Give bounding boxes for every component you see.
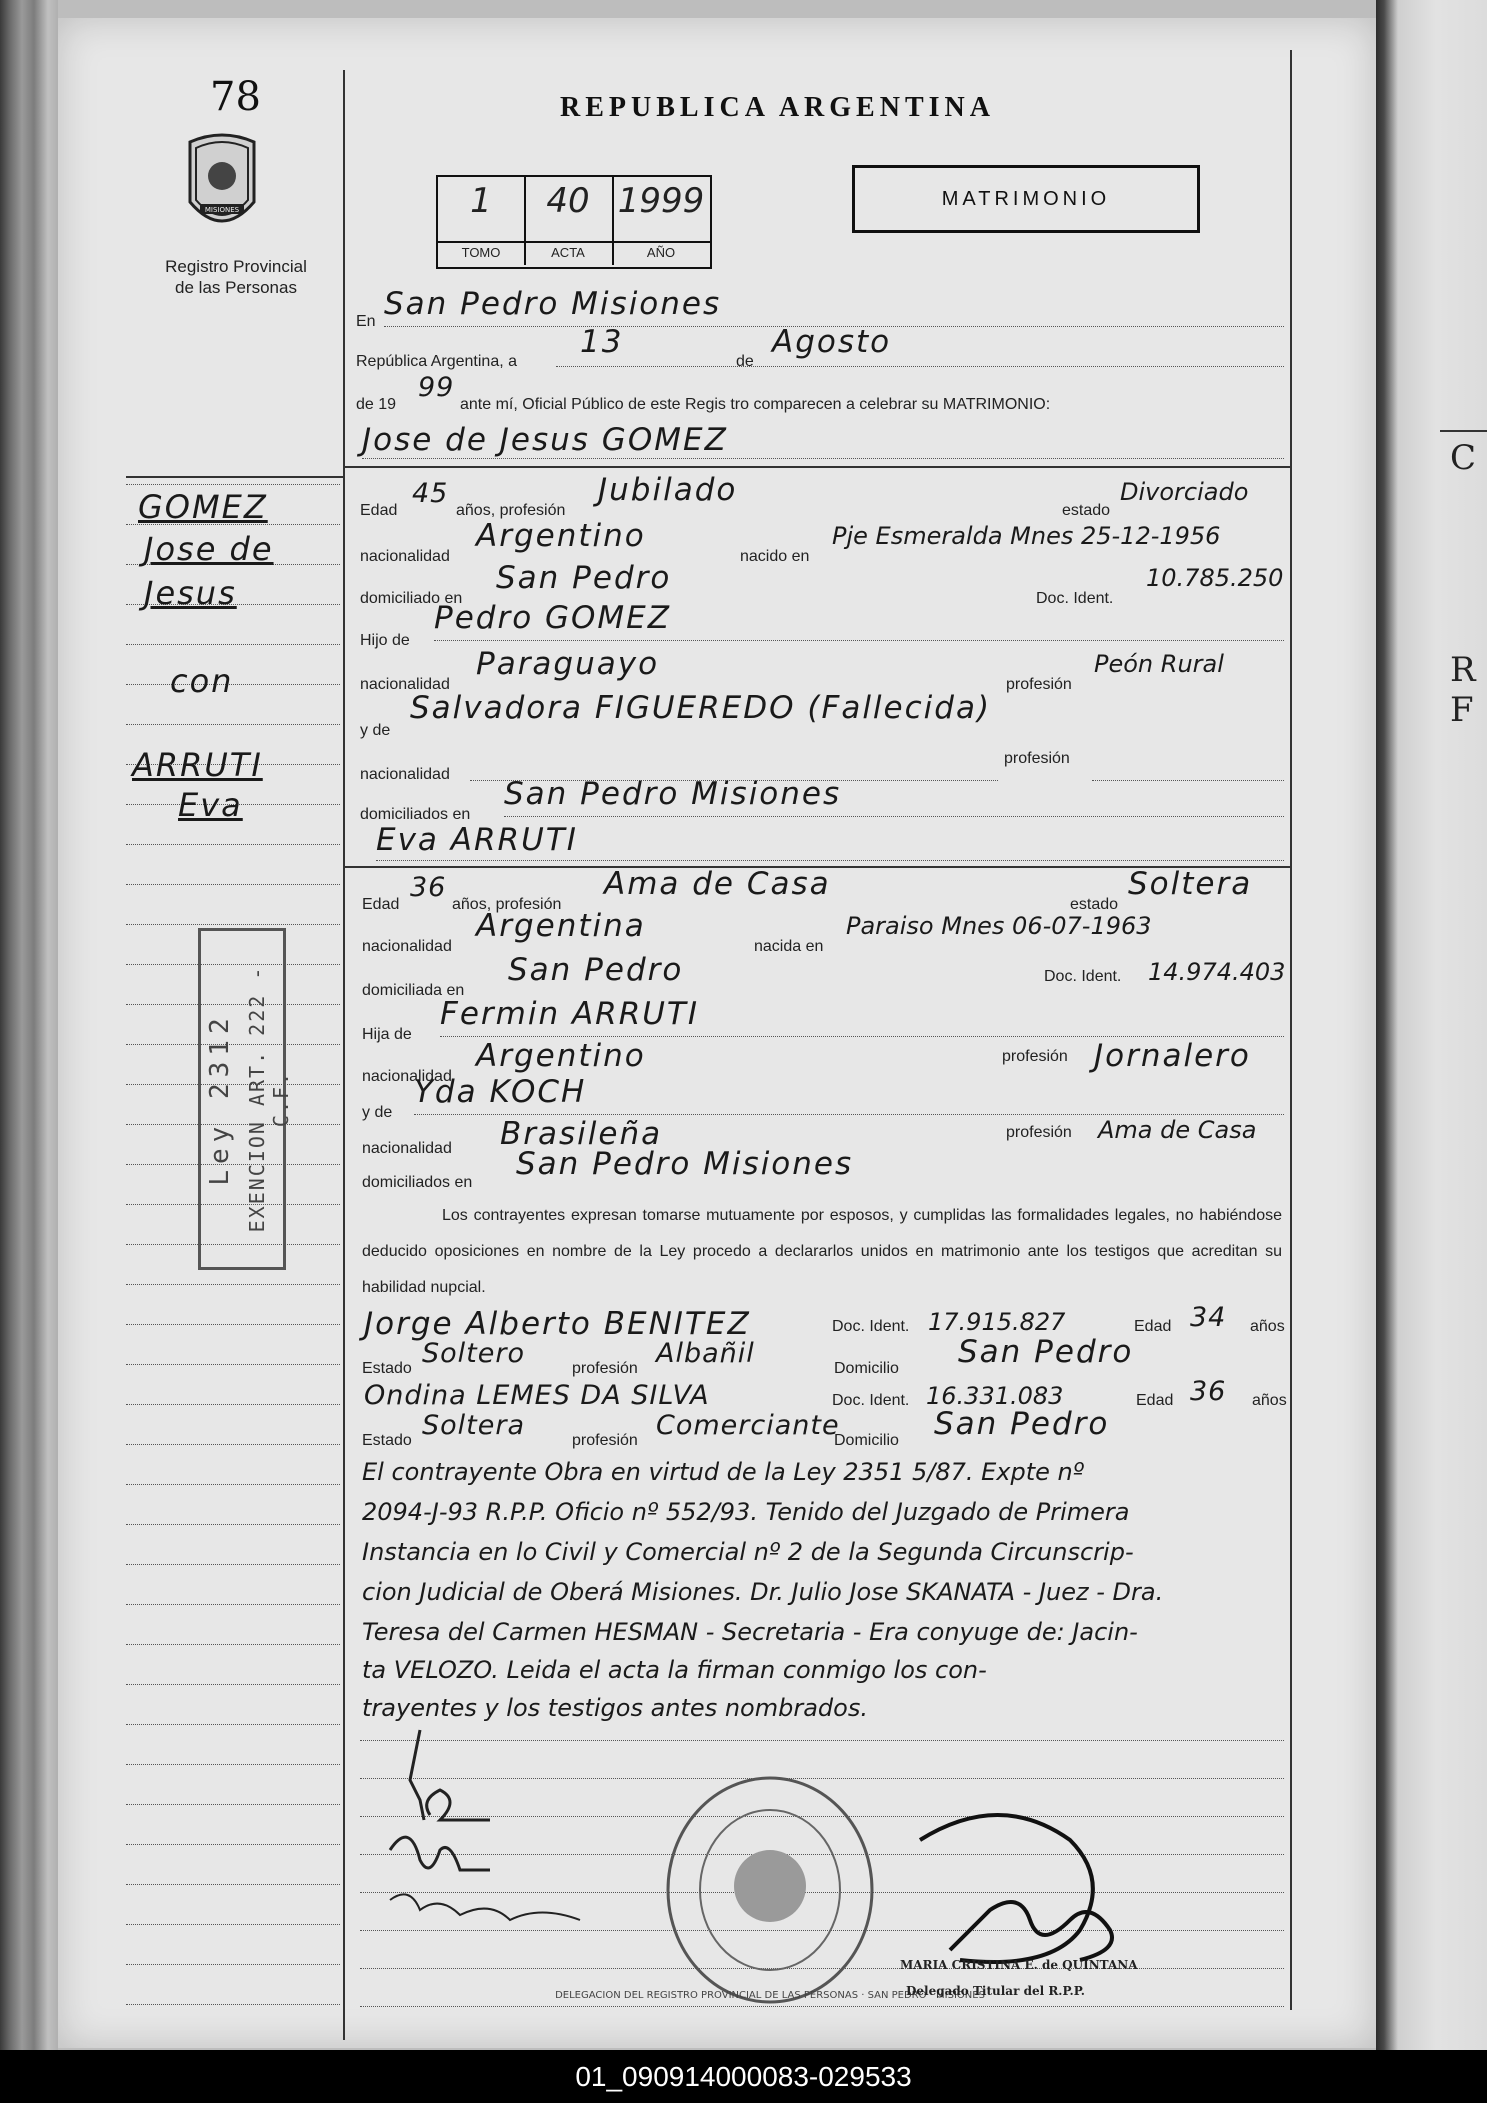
label-year: de 19: [356, 396, 397, 413]
note-line: Instancia en lo Civil y Comercial nº 2 de la Segunda Circunscrip-: [362, 1538, 1134, 1566]
margin-husband-surname: GOMEZ: [138, 488, 268, 526]
label-en: En: [356, 313, 376, 330]
facing-page-fragment: F: [1450, 690, 1474, 730]
label-nacionalidad: nacionalidad: [360, 766, 450, 783]
label-hijo-de: Hijo de: [360, 632, 410, 649]
label-domiciliada: domiciliada en: [362, 982, 465, 999]
label-doc-ident: Doc. Ident.: [1044, 968, 1122, 985]
wife-mother-profession: Ama de Casa: [1098, 1116, 1257, 1144]
witness1-doc-id: 17.915.827: [928, 1308, 1066, 1336]
margin-rule: [126, 1524, 340, 1525]
dotted-line: [556, 366, 1284, 367]
label-estado: Estado: [362, 1432, 412, 1449]
registry-label: [146, 256, 326, 298]
label-ante-mi: ante mí, Oficial Público de este Regis tro comparecen a celebrar su MATRIMONIO:: [460, 396, 1051, 413]
husband-domicile: San Pedro: [496, 560, 672, 596]
husband-nationality: Argentino: [476, 518, 646, 554]
label-estado: estado: [1062, 502, 1111, 519]
country-heading: REPUBLICA ARGENTINA: [560, 92, 995, 123]
seal-text: MISIONES: [204, 206, 240, 214]
margin-rule: [126, 644, 340, 645]
wife-domicile: San Pedro: [508, 952, 684, 988]
husband-father-nationality: Paraguayo: [476, 646, 660, 682]
ano-label: AÑO: [612, 241, 710, 265]
margin-rule: [126, 1564, 340, 1565]
husband-birth: Pje Esmeralda Mnes 25-12-1956: [832, 522, 1221, 550]
official-seal-icon: [555, 1770, 985, 2010]
stamp-line2: EXENCION ART. 222 - C.F.: [245, 965, 293, 1233]
label-y-de: y de: [360, 722, 391, 739]
right-border: [1290, 50, 1292, 2010]
husband-name: Jose de Jesus GOMEZ: [362, 422, 728, 458]
label-domicilio: Domicilio: [834, 1360, 899, 1377]
margin-rule: [126, 1364, 340, 1365]
margin-rule: [126, 1764, 340, 1765]
record-number-box: [436, 175, 712, 269]
stamp-line1: Ley 2312: [205, 1012, 235, 1186]
margin-rule: [126, 2004, 340, 2005]
label-domiciliados: domiciliados en: [362, 1174, 473, 1191]
margin-wife-surname: ARRUTI: [132, 746, 263, 784]
margin-rule: [126, 924, 340, 925]
dotted-line: [376, 860, 1284, 861]
witness1-marital-status: Soltero: [422, 1338, 525, 1369]
witness2-age: 36: [1190, 1376, 1227, 1407]
margin-husband-given-2: Jesus: [144, 574, 237, 612]
label-profesion: profesión: [1004, 750, 1070, 767]
official-name: MARIA CRISTINA E. de QUINTANA: [900, 1958, 1138, 1972]
acta-cell: [524, 177, 614, 265]
label-edad: Edad: [1134, 1318, 1172, 1335]
page-number: 78: [210, 74, 261, 120]
witness1-name: Jorge Alberto BENITEZ: [364, 1306, 751, 1342]
facing-page-edge: [1376, 0, 1487, 2050]
husband-doc-id: 10.785.250: [1146, 564, 1284, 592]
ano-cell: [612, 177, 710, 265]
label-doc-ident: Doc. Ident.: [832, 1392, 910, 1409]
husband-parents-domicile: San Pedro Misiones: [504, 776, 842, 812]
margin-rule: [126, 1964, 340, 1965]
facing-page-fragment: R: [1450, 650, 1476, 690]
wife-profession: Ama de Casa: [604, 866, 831, 902]
margin-rule: [126, 1884, 340, 1885]
note-line: Teresa del Carmen HESMAN - Secretaria - Era conyuge de: Jacin-: [362, 1618, 1138, 1646]
label-profesion: profesión: [572, 1360, 638, 1377]
label-domicilio: Domicilio: [834, 1432, 899, 1449]
dotted-line: [434, 640, 1284, 641]
husband-father-profession: Peón Rural: [1094, 650, 1224, 678]
label-republica: República Argentina, a: [356, 353, 517, 370]
husband-profession: Jubilado: [598, 472, 738, 508]
note-line: 2094-J-93 R.P.P. Oficio nº 552/93. Tenido del Juzgado de Primera: [362, 1498, 1130, 1526]
label-profesion: profesión: [1006, 676, 1072, 693]
label-y-de: y de: [362, 1104, 393, 1121]
label-edad: Edad: [360, 502, 398, 519]
ano-value: 1999: [617, 181, 705, 221]
witness2-marital-status: Soltera: [422, 1410, 526, 1441]
margin-rule: [126, 1804, 340, 1805]
dotted-line: [504, 816, 1284, 817]
dotted-line: [440, 1036, 1284, 1037]
registry-label-line2: de las Personas: [175, 278, 297, 297]
margin-divider: [343, 70, 345, 2040]
label-nacionalidad: nacionalidad: [362, 1140, 452, 1157]
margin-rule: [126, 1484, 340, 1485]
wife-marital-status: Soltera: [1128, 866, 1253, 902]
margin-rule: [126, 884, 340, 885]
provincial-seal-icon: [182, 132, 262, 242]
margin-rule: [126, 1404, 340, 1405]
label-nacido-en: nacido en: [740, 548, 810, 565]
label-nacida-en: nacida en: [754, 938, 824, 955]
wife-birth: Paraiso Mnes 06-07-1963: [846, 912, 1152, 940]
margin-top-rule: [126, 476, 343, 478]
section-divider: [343, 466, 1290, 468]
husband-mother: Salvadora FIGUEREDO (Fallecida): [410, 690, 992, 726]
label-edad: Edad: [1136, 1392, 1174, 1409]
tax-exemption-stamp: [198, 928, 293, 1270]
wife-mother: Yda KOCH: [414, 1074, 587, 1110]
husband-marital-status: Divorciado: [1120, 478, 1249, 506]
witness2-name: Ondina LEMES DA SILVA: [364, 1380, 710, 1411]
tomo-label: TOMO: [438, 241, 524, 265]
margin-rule: [126, 1284, 340, 1285]
wife-name: Eva ARRUTI: [376, 822, 578, 858]
label-edad: Edad: [362, 896, 400, 913]
note-line: trayentes y los testigos antes nombrados.: [362, 1694, 868, 1722]
wife-parents-domicile: San Pedro Misiones: [516, 1146, 854, 1182]
dotted-line: [1092, 780, 1284, 781]
tomo-cell: [438, 177, 526, 265]
margin-rule: [126, 1604, 340, 1605]
note-line: ta VELOZO. Leida el acta la firman conmigo los con-: [362, 1656, 987, 1684]
margin-rule: [126, 724, 340, 725]
label-nacionalidad: nacionalidad: [362, 1068, 452, 1085]
margin-wife-given: Eva: [178, 786, 243, 824]
tomo-value: 1: [470, 181, 492, 221]
margin-rule: [126, 1684, 340, 1685]
record-type-box: MATRIMONIO: [852, 165, 1200, 233]
margin-rule: [126, 1844, 340, 1845]
facing-page-rule: [1440, 430, 1487, 432]
ceremony-year: 99: [418, 372, 455, 403]
witness1-domicile: San Pedro: [958, 1334, 1134, 1370]
dotted-line: [414, 1114, 1284, 1115]
dotted-line: [362, 458, 1284, 459]
registry-label-line1: Registro Provincial: [165, 257, 307, 276]
label-anos: años: [1252, 1392, 1287, 1409]
label-nacionalidad: nacionalidad: [360, 548, 450, 565]
witness1-age: 34: [1190, 1302, 1227, 1333]
margin-rule: [126, 1324, 340, 1325]
margin-rule: [126, 844, 340, 845]
wife-mother-nationality: Brasileña: [500, 1116, 663, 1152]
label-profesion: profesión: [572, 1432, 638, 1449]
margin-rule: [126, 1924, 340, 1925]
acta-value: 40: [546, 181, 590, 221]
label-nacionalidad: nacionalidad: [362, 938, 452, 955]
official-title: Delegado Titular del R.P.P.: [906, 1984, 1085, 1998]
scan-identifier: 01_090914000083-029533: [575, 2061, 912, 2092]
wife-father-nationality: Argentino: [476, 1038, 646, 1074]
label-estado: estado: [1070, 896, 1119, 913]
book-binding: [0, 0, 58, 2050]
declaration-text: Los contrayentes expresan tomarse mutuamente por esposos, y cumplidas las formalidades legales, no habiéndose deducido oposiciones en nombre de la Ley procedo a declararlos unidos en matrimonio ante los testigos que acreditan su habilidad nupcial.: [362, 1207, 1282, 1296]
witness2-profession: Comerciante: [656, 1410, 840, 1441]
margin-rule: [126, 1444, 340, 1445]
note-line: El contrayente Obra en virtud de la Ley 2351 5/87. Expte nº: [362, 1458, 1085, 1486]
note-line: cion Judicial de Oberá Misiones. Dr. Julio Jose SKANATA - Juez - Dra.: [362, 1578, 1164, 1606]
label-domiciliados: domiciliados en: [360, 806, 471, 823]
wife-father: Fermin ARRUTI: [440, 996, 700, 1032]
facing-page-fragment: C: [1450, 438, 1477, 478]
ceremony-month: Agosto: [772, 324, 892, 360]
wife-doc-id: 14.974.403: [1148, 958, 1286, 986]
label-doc-ident: Doc. Ident.: [1036, 590, 1114, 607]
wife-nationality: Argentina: [476, 908, 646, 944]
label-anos-profesion: años, profesión: [456, 502, 566, 519]
acta-label: ACTA: [524, 241, 612, 265]
label-doc-ident: Doc. Ident.: [832, 1318, 910, 1335]
label-anos: años: [1250, 1318, 1285, 1335]
husband-father: Pedro GOMEZ: [434, 600, 672, 636]
contracting-party-signatures: [380, 1720, 640, 1960]
ceremony-day: 13: [580, 324, 624, 360]
label-profesion: profesión: [1002, 1048, 1068, 1065]
margin-connector: con: [170, 662, 234, 700]
wife-father-profession: Jornalero: [1094, 1038, 1251, 1074]
margin-rule: [126, 1724, 340, 1725]
witness1-profession: Albañil: [656, 1338, 755, 1369]
ceremony-place: San Pedro Misiones: [384, 286, 722, 322]
witness2-domicile: San Pedro: [934, 1406, 1110, 1442]
label-estado: Estado: [362, 1360, 412, 1377]
label-profesion: profesión: [1006, 1124, 1072, 1141]
label-de: de: [736, 353, 754, 370]
wife-age: 36: [410, 872, 447, 903]
official-seal-text: DELEGACION DEL REGISTRO PROVINCIAL DE LAS PERSONAS · SAN PEDRO · MISIONES: [555, 1990, 985, 2001]
husband-age: 45: [412, 478, 449, 509]
witness2-doc-id: 16.331.083: [926, 1382, 1064, 1410]
label-nacionalidad: nacionalidad: [360, 676, 450, 693]
label-domiciliado: domiciliado en: [360, 590, 463, 607]
margin-rule: [126, 1644, 340, 1645]
margin-rule: [126, 484, 340, 485]
margin-husband-given-1: Jose de: [144, 530, 274, 568]
label-hija-de: Hija de: [362, 1026, 412, 1043]
label-anos-profesion: años, profesión: [452, 896, 562, 913]
